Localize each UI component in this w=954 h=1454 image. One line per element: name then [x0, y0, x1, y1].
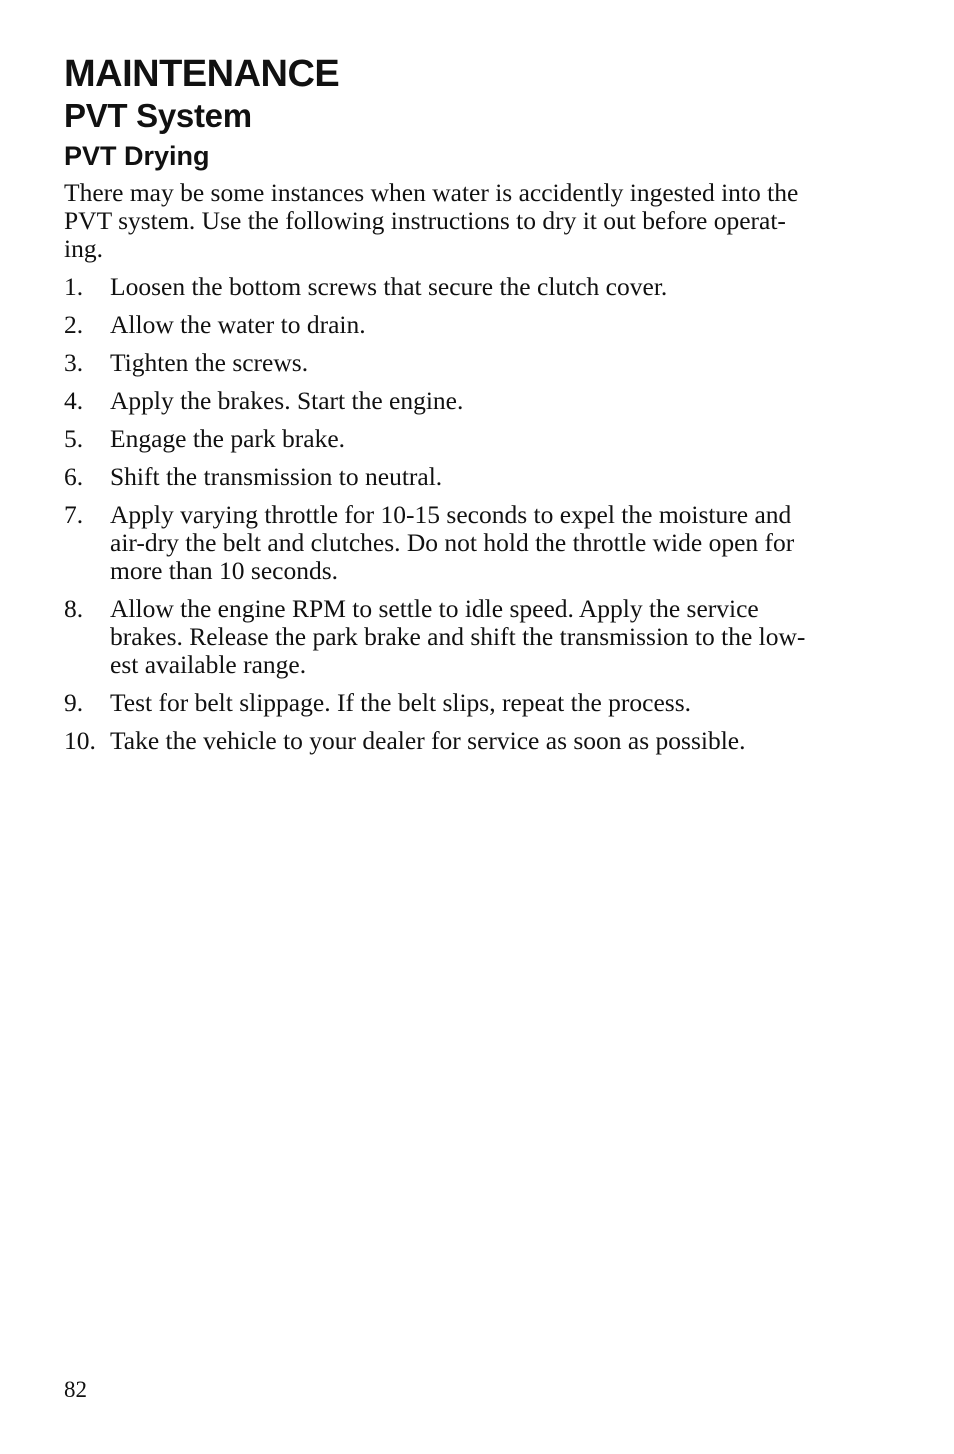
step-text: Test for belt slippage. If the belt slips, repeat the process.	[110, 688, 691, 717]
step-text: Loosen the bottom screws that secure the clutch cover.	[110, 272, 668, 301]
step-number: 3.	[64, 348, 84, 377]
step-text: Tighten the screws.	[110, 348, 309, 377]
step-number: 6.	[64, 462, 84, 491]
topic-title: PVT Drying	[64, 141, 210, 171]
list-item	[64, 463, 874, 491]
list-item	[64, 273, 874, 301]
step-number: 7.	[64, 500, 84, 529]
step-text: Apply the brakes. Start the engine.	[110, 386, 464, 415]
list-item	[64, 595, 874, 679]
list-item	[64, 425, 874, 453]
page-content	[64, 52, 874, 765]
step-number: 9.	[64, 688, 84, 717]
step-text: Take the vehicle to your dealer for service as soon as possible.	[110, 726, 746, 755]
intro-paragraph: There may be some instances when water is accidently ingested into the PVT system. Use the following instructions to dry it out before operat- ing.	[64, 178, 799, 263]
page-number: 82	[64, 1377, 87, 1402]
step-number: 1.	[64, 272, 84, 301]
list-item	[64, 501, 874, 585]
step-text: Apply varying throttle for 10-15 seconds to expel the moisture and air-dry the belt and clutches. Do not hold the throttle wide open for more than 10 seconds.	[110, 500, 795, 585]
subsection-title: PVT System	[64, 97, 252, 134]
step-number: 2.	[64, 310, 84, 339]
section-title: MAINTENANCE	[64, 53, 340, 95]
step-text: Allow the water to drain.	[110, 310, 366, 339]
list-item	[64, 727, 874, 755]
step-text: Allow the engine RPM to settle to idle speed. Apply the service brakes. Release the park brake and shift the transmission to the low- est available range.	[110, 594, 806, 679]
list-item	[64, 689, 874, 717]
steps-list	[64, 273, 874, 755]
step-number: 4.	[64, 386, 84, 415]
step-number: 8.	[64, 594, 84, 623]
step-number: 10.	[64, 726, 96, 755]
step-text: Engage the park brake.	[110, 424, 346, 453]
list-item	[64, 387, 874, 415]
list-item	[64, 311, 874, 339]
step-text: Shift the transmission to neutral.	[110, 462, 443, 491]
step-number: 5.	[64, 424, 84, 453]
list-item	[64, 349, 874, 377]
